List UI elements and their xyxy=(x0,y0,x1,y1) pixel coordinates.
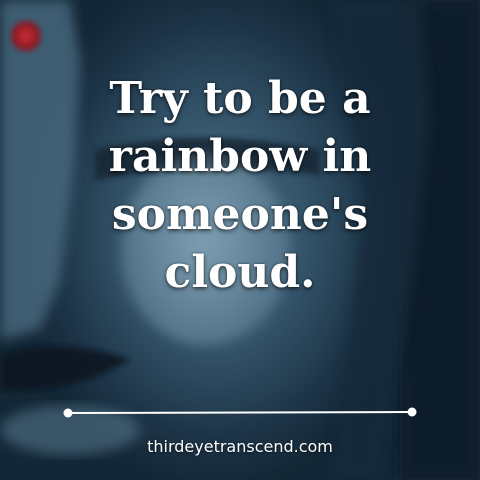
bindi-dot-icon xyxy=(11,21,41,51)
lips-shadow xyxy=(0,346,130,391)
quote-text xyxy=(20,70,460,302)
quote-line-4: cloud. xyxy=(164,247,316,298)
quote-line-1: Try to be a xyxy=(109,73,371,124)
divider-left-dot xyxy=(64,409,73,418)
divider-line xyxy=(60,404,420,420)
divider-right-dot xyxy=(408,408,417,417)
website-url: thirdeyetranscend.com xyxy=(147,437,333,456)
quote-line-2: rainbow in xyxy=(108,131,372,182)
quote-line-3: someone's xyxy=(111,189,369,240)
